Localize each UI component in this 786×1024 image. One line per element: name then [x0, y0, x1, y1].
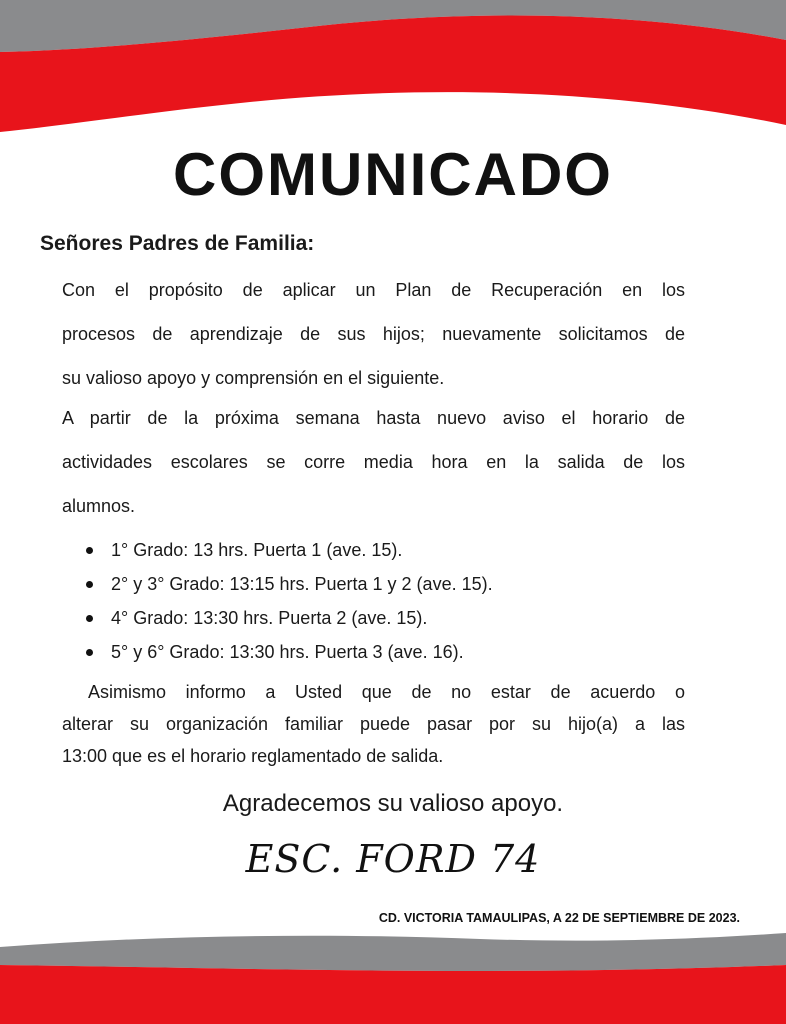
bottom-wave-banner	[0, 925, 786, 1024]
schedule-item-text: 4° Grado: 13:30 hrs. Puerta 2 (ave. 15).	[111, 608, 428, 628]
paragraph-line: Con el propósito de aplicar un Plan de Recuperación en los	[62, 280, 685, 300]
school-signature: ESC. FORD 74	[245, 837, 541, 881]
bottom-gray-wave	[0, 933, 786, 971]
schedule-list	[82, 533, 493, 669]
schedule-item	[82, 601, 493, 635]
place-date-line: CD. VICTORIA TAMAULIPAS, A 22 DE SEPTIEMBRE DE 2023.	[378, 911, 740, 925]
paragraph-line: Asimismo informo a Usted que de no estar de acuerdo o	[88, 682, 685, 702]
paragraph-line: 13:00 que es el horario reglamentado de salida.	[62, 746, 444, 766]
page-title: COMUNICADO	[173, 141, 613, 208]
bullet-icon	[86, 581, 93, 588]
paragraph-pickup-option	[62, 676, 685, 772]
paragraph-line: A partir de la próxima semana hasta nuevo aviso el horario de	[62, 408, 685, 428]
bottom-red-wave	[0, 965, 786, 1024]
paragraph-line: su valioso apoyo y comprensión en el siguiente.	[62, 368, 445, 388]
paragraph-line: alumnos.	[62, 496, 136, 516]
paragraph-purpose	[62, 268, 685, 400]
paragraph-line: alterar su organización familiar puede pasar por su hijo(a) a las	[62, 714, 685, 734]
schedule-item	[82, 567, 493, 601]
greeting-heading: Señores Padres de Familia:	[40, 232, 315, 255]
schedule-item-text: 5° y 6° Grado: 13:30 hrs. Puerta 3 (ave. 16).	[111, 642, 464, 662]
bullet-icon	[86, 547, 93, 554]
top-wave-banner	[0, 0, 786, 140]
bullet-icon	[86, 615, 93, 622]
schedule-item	[82, 635, 493, 669]
paragraph-line: actividades escolares se corre media hora en la salida de los	[62, 452, 685, 472]
schedule-item-text: 1° Grado: 13 hrs. Puerta 1 (ave. 15).	[111, 540, 403, 560]
thanks-line: Agradecemos su valioso apoyo.	[222, 790, 564, 817]
paragraph-schedule-change	[62, 396, 685, 528]
schedule-item	[82, 533, 493, 567]
schedule-item-text: 2° y 3° Grado: 13:15 hrs. Puerta 1 y 2 (ave. 15).	[111, 574, 493, 594]
paragraph-line: procesos de aprendizaje de sus hijos; nuevamente solicitamos de	[62, 324, 685, 344]
bullet-icon	[86, 649, 93, 656]
